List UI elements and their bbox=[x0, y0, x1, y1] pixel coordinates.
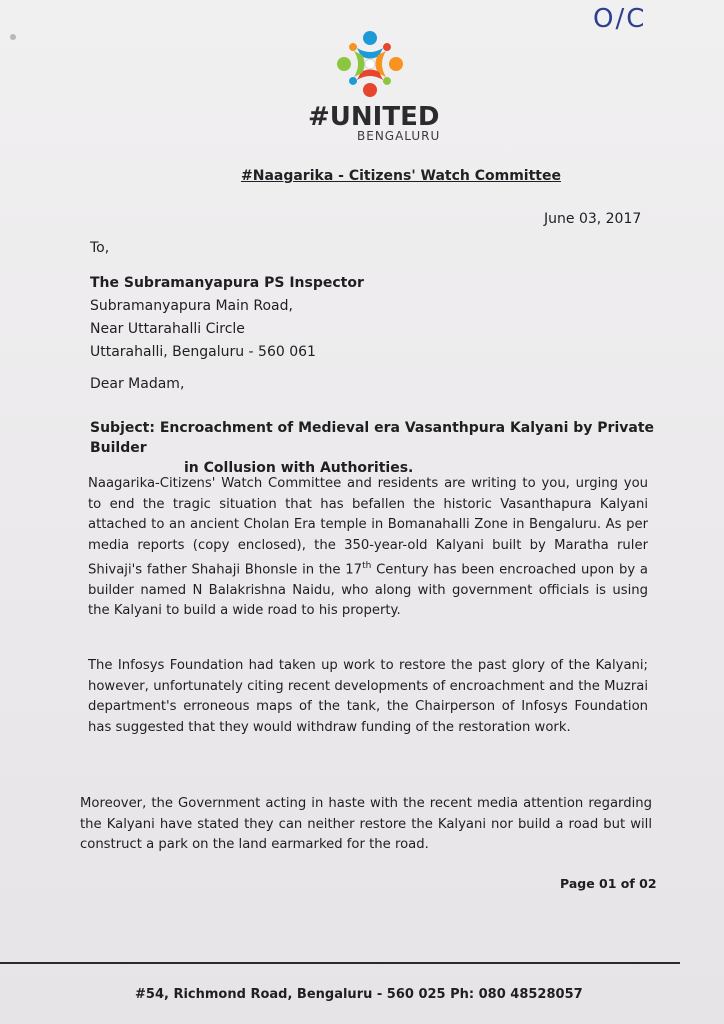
logo-subtitle: BENGALURU bbox=[357, 129, 441, 143]
recipient-street: Subramanyapura Main Road, bbox=[90, 298, 293, 314]
staple-mark bbox=[10, 34, 16, 40]
committee-heading: #Naagarika - Citizens' Watch Committee bbox=[241, 168, 561, 184]
subject-line-1: Encroachment of Medieval era Vasanthpura Kalyani by Private Builder bbox=[90, 420, 655, 456]
recipient-landmark: Near Uttarahalli Circle bbox=[90, 321, 245, 337]
subject-block bbox=[90, 418, 660, 478]
page-number: Page 01 of 02 bbox=[560, 876, 657, 891]
footer-address: #54, Richmond Road, Bengaluru - 560 025 Ph: 080 48528057 bbox=[135, 987, 583, 1002]
letter-date: June 03, 2017 bbox=[544, 211, 642, 227]
united-bengaluru-logo-icon bbox=[330, 24, 410, 104]
subject-line-2: in Collusion with Authorities. bbox=[184, 460, 414, 476]
to-label: To, bbox=[90, 240, 110, 256]
salutation: Dear Madam, bbox=[90, 376, 185, 392]
recipient-address bbox=[90, 272, 364, 364]
body-paragraph-1: Naagarika-Citizens' Watch Committee and residents are writing to you, urging you to end the tragic situation that has befallen the historic Vasanthapura Kalyani attached to an ancient Cholan Era temple in Bomanahalli Zone in Bengaluru. As per media reports (copy enclosed), the 350-year-old Kalyani built by Maratha ruler Shivaji's father Shahaji Bhonsle in the 17th Century has been encroached upon by a builder named N Balakrishna Naidu, who along with government officials is using the Kalyani to build a wide road to his property. bbox=[88, 476, 648, 619]
logo-title: #UNITED bbox=[308, 102, 440, 132]
recipient-city: Uttarahalli, Bengaluru - 560 061 bbox=[90, 344, 316, 360]
recipient-title: The Subramanyapura PS Inspector bbox=[90, 275, 364, 291]
subject-label: Subject: bbox=[90, 420, 155, 436]
body-paragraph-2: The Infosys Foundation had taken up work to restore the past glory of the Kalyani; however, unfortunately citing recent developments of encroachment and the Muzrai department's erroneous maps of the tank, the Chairperson of Infosys Foundation has suggested that they would withdraw funding of the restoration work. bbox=[88, 658, 648, 735]
handwritten-note: O/C bbox=[593, 4, 647, 34]
body-paragraph-3: Moreover, the Government acting in haste with the recent media attention regarding the Kalyani have stated they can neither restore the Kalyani nor build a road but will construct a park on the land earmarked for the road. bbox=[80, 796, 652, 852]
footer-divider bbox=[0, 962, 680, 964]
